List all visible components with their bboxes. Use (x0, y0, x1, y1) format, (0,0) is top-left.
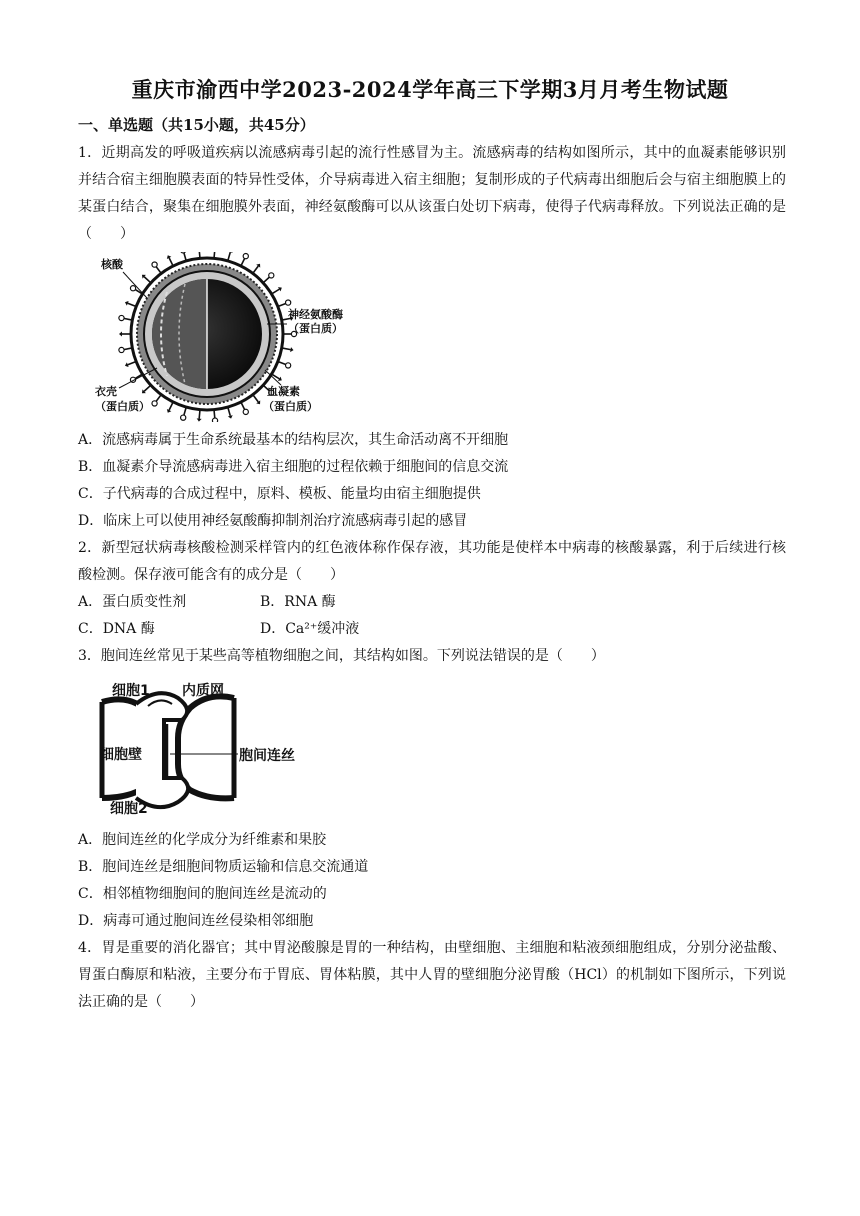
q3-option-c: C．相邻植物细胞间的胞间连丝是流动的 (78, 886, 327, 902)
label-cell-2: 细胞2 (110, 801, 148, 817)
q3-option-a: A．胞间连丝的化学成分为纤维素和果胶 (78, 832, 327, 848)
neuraminidase-head (286, 363, 291, 368)
hemagglutinin-head (197, 418, 202, 421)
neuraminidase-head (243, 409, 248, 414)
hemagglutinin-head (290, 347, 293, 352)
neuraminidase-head (119, 315, 124, 320)
q1-option-c: C．子代病毒的合成过程中，原料、模板、能量均由宿主细胞提供 (78, 486, 481, 502)
label-endoplasmic-reticulum: 内质网 (182, 683, 224, 699)
q1-option-a: A．流感病毒属于生命系统最基本的结构层次，其生命活动离不开细胞 (78, 432, 509, 448)
label-cell-1: 细胞1 (112, 683, 150, 699)
q2-option-a: A．蛋白质变性剂 (78, 594, 187, 610)
hemagglutinin-head (119, 332, 122, 337)
neuraminidase-head (243, 254, 248, 259)
neuraminidase-head (130, 286, 135, 291)
q2-option-c: C．DNA 酶 (78, 621, 155, 637)
question-3-stem: 3．胞间连丝常见于某些高等植物细胞之间，其结构如图。下列说法错误的是（ ） (78, 648, 605, 664)
page-title: 重庆市渝西中学2023-2024学年高三下学期3月月考生物试题 (131, 77, 729, 102)
question-1-stem: 1．近期高发的呼吸道疾病以流感病毒引起的流行性感冒为主。流感病毒的结构如图所示，其中的血凝素能够识别并结合宿主细胞膜表面的特异性受体，介导病毒进入宿主细胞；复制形成的子代病毒出细胞后会与宿主细胞膜上的某蛋白结合，聚集在细胞膜外表面，神经氨酸酶可以从该蛋白处切下病毒，使得子代病毒释放。下列说法正确的是（ ） (78, 145, 786, 242)
q2-option-b: B．RNA 酶 (260, 594, 336, 610)
neuraminidase-head (269, 273, 274, 278)
neuraminidase-head (181, 415, 186, 420)
q3-option-b: B．胞间连丝是细胞间物质运输和信息交流通道 (78, 859, 369, 875)
plasmodesmata-figure (98, 680, 308, 820)
virus-structure-figure (95, 252, 345, 422)
section-heading: 一、单选题（共15小题，共45分） (78, 116, 315, 134)
q2-option-d: D．Ca²⁺缓冲液 (260, 621, 360, 637)
q3-option-d: D．病毒可通过胞间连丝侵染相邻细胞 (78, 913, 314, 929)
label-hemagglutinin: 血凝素 (267, 385, 300, 398)
neuraminidase-head (286, 300, 291, 305)
q1-option-d: D．临床上可以使用神经氨酸酶抑制剂治疗流感病毒引起的感冒 (78, 513, 468, 529)
label-neuraminidase-protein: （蛋白质） (288, 322, 343, 335)
question-2-stem: 2．新型冠状病毒核酸检测采样管内的红色液体称作保存液，其功能是使样本中病毒的核酸暴露，利于后续进行核酸检测。保存液可能含有的成分是（ ） (78, 540, 786, 583)
q1-option-b: B．血凝素介导流感病毒进入宿主细胞的过程依赖于细胞间的信息交流 (78, 459, 509, 475)
label-hemagglutinin-protein: （蛋白质） (263, 400, 318, 413)
label-cell-wall: 细胞壁 (100, 747, 142, 763)
label-capsid-protein: （蛋白质） (95, 400, 150, 413)
label-plasmodesmata: 胞间连丝 (239, 748, 295, 764)
neuraminidase-head (152, 262, 157, 267)
neuraminidase-head (181, 252, 186, 253)
label-capsid: 衣壳 (95, 385, 117, 398)
neuraminidase-head (152, 401, 157, 406)
neuraminidase-head (119, 347, 124, 352)
neuraminidase-head (212, 418, 217, 422)
label-nucleic-acid: 核酸 (101, 258, 123, 271)
label-neuraminidase: 神经氨酸酶 (288, 308, 343, 321)
question-4-stem: 4．胃是重要的消化器官；其中胃泌酸腺是胃的一种结构，由壁细胞、主细胞和粘液颈细胞组成，分别分泌盐酸、胃蛋白酶原和粘液，主要分布于胃底、胃体粘膜，其中人胃的壁细胞分泌胃酸（HCl）的机制如下图所示，下列说法正确的是（ ） (78, 940, 786, 1010)
